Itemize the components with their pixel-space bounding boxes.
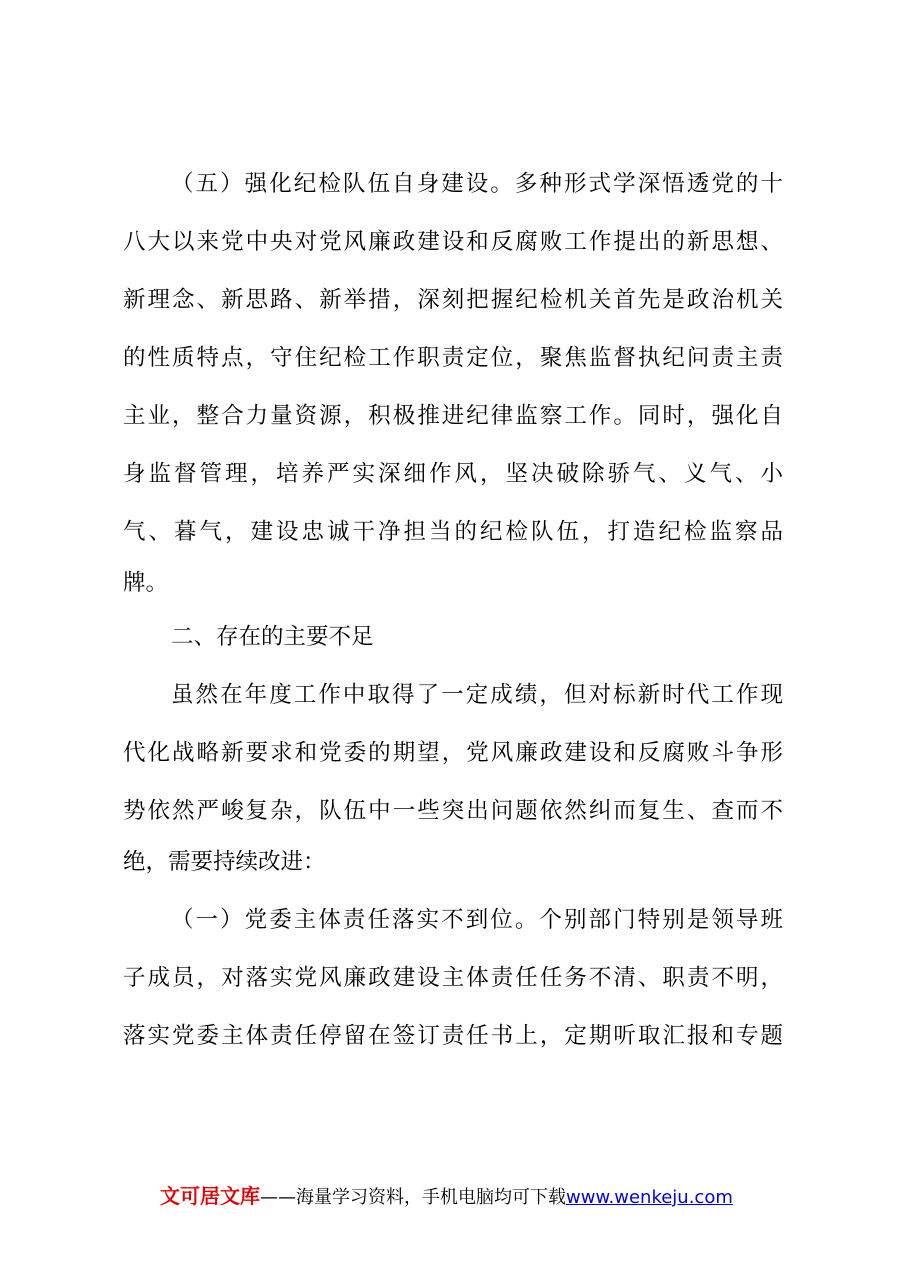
paragraph-2-line-3: 势依然严峻复杂，队伍中一些突出问题依然纠而复生、查而不 bbox=[123, 798, 783, 824]
paragraph-1-line-5: 主业，整合力量资源，积极推进纪律监察工作。同时，强化自 bbox=[123, 403, 783, 429]
paragraph-1-line-1: （五）强化纪检队伍自身建设。多种形式学深悟透党的十 bbox=[171, 171, 783, 197]
section-heading: 二、存在的主要不足 bbox=[171, 624, 374, 650]
paragraph-3-line-2: 子成员，对落实党风廉政建设主体责任任务不清、职责不明， bbox=[123, 965, 783, 991]
footer-url-link[interactable]: www.wenkeju.com bbox=[566, 1187, 733, 1208]
paragraph-1-line-3: 新理念、新思路、新举措，深刻把握纪检机关首先是政治机关 bbox=[123, 287, 783, 313]
paragraph-1-line-6: 身监督管理，培养严实深细作风，坚决破除骄气、义气、小 bbox=[123, 461, 783, 487]
footer-tagline: ——海量学习资料，手机电脑均可下载 bbox=[260, 1187, 566, 1208]
paragraph-3-line-1: （一）党委主体责任落实不到位。个别部门特别是领导班 bbox=[171, 907, 783, 933]
paragraph-2-line-2: 代化战略新要求和党委的期望，党风廉政建设和反腐败斗争形 bbox=[123, 740, 783, 766]
paragraph-1-line-7: 气、暮气，建设忠诚干净担当的纪检队伍，打造纪检监察品 bbox=[123, 519, 783, 545]
paragraph-2-line-1: 虽然在年度工作中取得了一定成绩，但对标新时代工作现 bbox=[171, 682, 783, 708]
paragraph-1-line-8: 牌。 bbox=[123, 570, 169, 596]
footer-banner bbox=[160, 1181, 780, 1211]
footer-brand: 文可居文库 bbox=[160, 1184, 260, 1208]
paragraph-1-line-4: 的性质特点，守住纪检工作职责定位，聚焦监督执纪问责主责 bbox=[123, 345, 783, 371]
paragraph-1-line-2: 八大以来党中央对党风廉政建设和反腐败工作提出的新思想、 bbox=[123, 229, 783, 255]
paragraph-2-line-4: 绝，需要持续改进： bbox=[123, 849, 326, 875]
paragraph-3-line-3: 落实党委主体责任停留在签订责任书上，定期听取汇报和专题 bbox=[123, 1023, 783, 1049]
